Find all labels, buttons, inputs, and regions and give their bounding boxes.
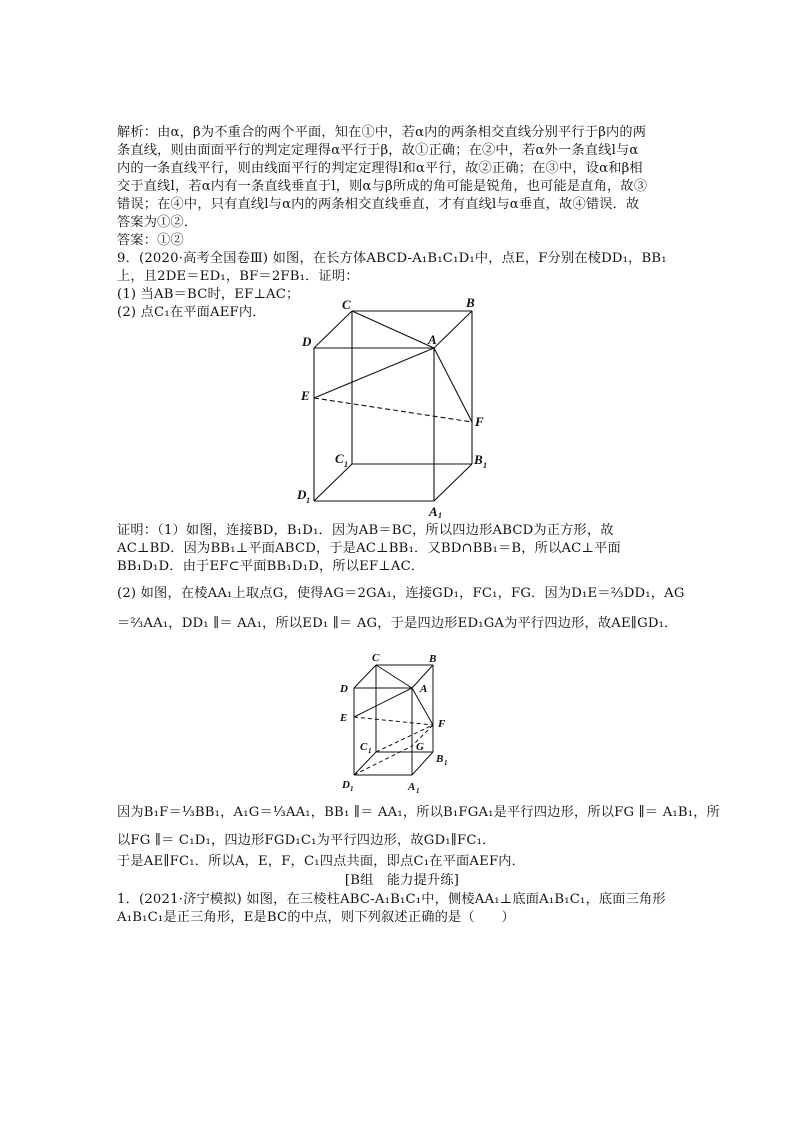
label-F: F: [438, 718, 446, 730]
subscript: 1: [350, 785, 354, 793]
proof1-line: 证明：（1）如图，连接BD，B₁D₁．因为AB＝BC，所以四边形ABCD为正方形，故: [117, 523, 614, 538]
solution-line: 答案为①②．: [117, 215, 198, 230]
proof2-line: (2) 如图，在棱AA₁上取点G，使得AG＝2GA₁，连接GD₁，FC₁，FG．因为D₁E＝⅔DD₁，AG: [117, 586, 685, 601]
section-title: [B组 能力提升练]: [344, 873, 460, 888]
subscript: 1: [483, 461, 487, 470]
proof2-line: ＝⅔AA₁，DD₁ ∥＝ AA₁，所以ED₁ ∥＝ AG，于是四边形ED₁GA为平行四边形，故AE∥GD₁．: [117, 616, 678, 631]
label-B1: B: [436, 753, 444, 765]
label-D: D: [340, 683, 348, 695]
problem9-line: 9．(2020·高考全国卷Ⅲ) 如图，在长方体ABCD-A₁B₁C₁D₁中，点E，F分别在棱DD₁，BB₁: [117, 251, 667, 266]
solution-line: 条直线，则由面面平行的判定定理得α平行于β，故①正确；在②中，若α外一条直线l与α: [117, 143, 639, 158]
label-D: D: [302, 334, 312, 349]
label-A: A: [428, 332, 437, 347]
label-G: G: [416, 741, 424, 753]
problem1-line: A₁B₁C₁是正三角形，E是BC的中点，则下列叙述正确的是（ ）: [117, 910, 515, 925]
subscript: 1: [344, 460, 348, 469]
label-C1: C: [360, 741, 368, 753]
label-F: F: [475, 414, 484, 429]
cuboid-figure-2: [336, 648, 466, 796]
cuboid-figure-1: [290, 296, 500, 518]
problem9-line: 上，且2DE＝ED₁，BF＝2FB₁．证明：: [117, 269, 359, 284]
label-E: E: [301, 388, 310, 403]
label-A1: A: [429, 504, 438, 518]
proof3-line: 以FG ∥＝ C₁D₁，四边形FGD₁C₁为平行四边形，故GD₁∥FC₁．: [117, 833, 496, 848]
solution-line: 内的一条直线平行，则由线面平行的判定定理得l和α平行，故②正确；在③中，设α和β相: [117, 161, 643, 176]
label-A1: A: [408, 781, 416, 793]
subscript: 1: [306, 496, 310, 505]
subscript: 1: [444, 759, 448, 767]
label-B: B: [466, 296, 475, 310]
proof1-line: BB₁D₁D．由于EF⊂平面BB₁D₁D，所以EF⊥AC．: [117, 559, 425, 574]
problem1-line: 1．(2021·济宁模拟) 如图，在三棱柱ABC-A₁B₁C₁中，侧棱AA₁⊥底面A₁B₁C₁，底面三角形: [117, 892, 666, 907]
label-B: B: [429, 653, 437, 665]
subscript: 1: [416, 787, 420, 795]
proof3-line: 因为B₁F＝⅓BB₁，A₁G＝⅓AA₁，BB₁ ∥＝ AA₁，所以B₁FGA₁是平行四边形，所以FG ∥＝ A₁B₁，所: [117, 805, 721, 820]
proof1-line: AC⊥BD．因为BB₁⊥平面ABCD，于是AC⊥BB₁．又BD∩BB₁＝B，所以AC⊥平面: [117, 541, 621, 556]
label-C1: C: [335, 451, 344, 466]
problem9-line: (2) 点C₁在平面AEF内．: [117, 305, 266, 320]
label-C: C: [372, 652, 380, 664]
label-C: C: [342, 297, 351, 312]
solution-line: 错误；在④中，只有直线l与α内的两条相交直线垂直，才有直线l与α垂直，故④错误．故: [117, 197, 640, 212]
subscript: 1: [368, 747, 372, 755]
answer-line: 答案：①②: [117, 233, 184, 248]
label-B1: B: [474, 452, 483, 467]
solution-line: 交于直线l，若α内有一条直线垂直于l，则α与β所成的角可能是锐角，也可能是直角，故③: [117, 179, 648, 194]
label-D1: D: [297, 487, 307, 502]
proof3-line: 于是AE∥FC₁．所以A，E，F，C₁四点共面，即点C₁在平面AEF内．: [117, 854, 526, 869]
problem9-line: (1) 当AB＝BC时，EF⊥AC；: [117, 287, 300, 302]
label-E: E: [340, 712, 348, 724]
label-D1: D: [342, 779, 350, 791]
subscript: 1: [438, 511, 442, 518]
label-A: A: [420, 683, 428, 695]
solution-line: 解析：由α，β为不重合的两个平面，知在①中，若α内的两条相交直线分别平行于β内的两: [117, 125, 647, 140]
